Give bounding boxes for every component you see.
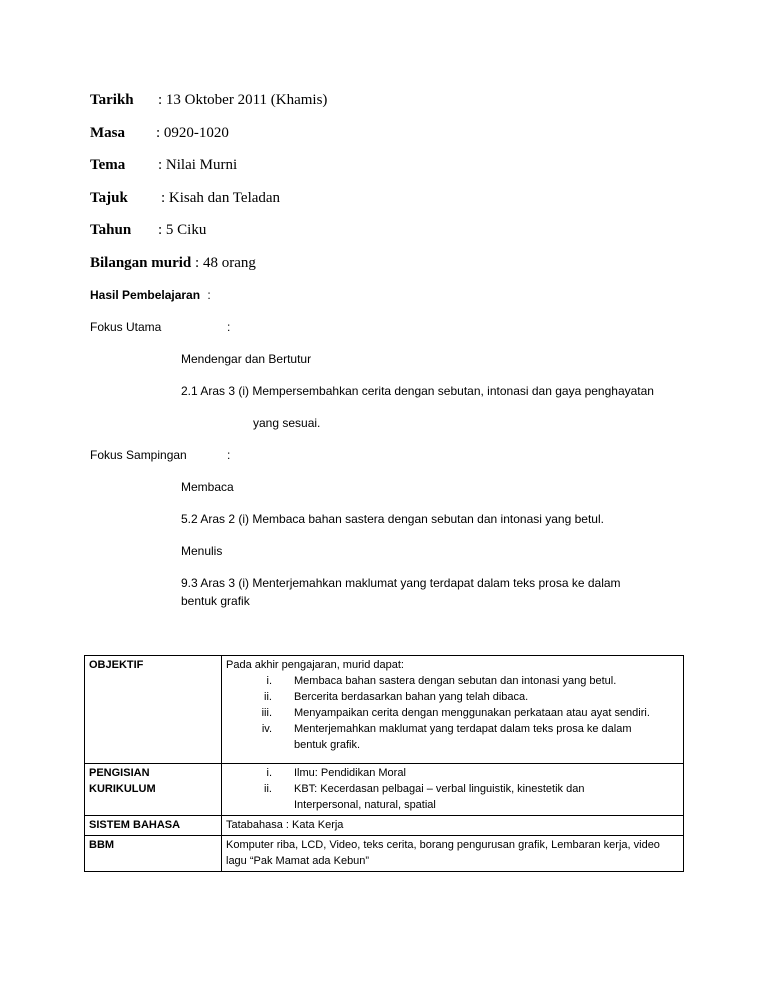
item-text: Menyampaikan cerita dengan menggunakan perkataan atau ayat sendiri. [294,707,650,719]
bilangan-label: Bilangan murid [90,255,192,271]
pengisian-label-line2: KURIKULUM [89,783,156,795]
item-number: ii. [264,783,272,795]
objektif-row [85,656,684,764]
lesson-plan-table [84,655,684,872]
item-number: i. [266,767,272,779]
item-text: KBT: Kecerdasan pelbagai – verbal linguistik, kinestetik dan Interpersonal, natural, spatial [294,783,585,811]
objektif-item [226,673,678,689]
fokus-utama-standard-line2: yang sesuai. [253,416,321,430]
tarikh-value: : 13 Oktober 2011 (Khamis) [158,92,328,108]
fokus-sampingan-standard-menulis-line2: bentuk grafik [181,594,250,608]
tajuk-row [90,190,280,207]
pengisian-label [85,764,222,816]
tajuk-label: Tajuk [90,190,128,206]
tahun-label: Tahun [90,222,132,238]
masa-value: : 0920-1020 [156,125,229,141]
pengisian-item [226,765,678,781]
pengisian-label-line1: PENGISIAN [89,767,150,779]
item-number: iii. [261,707,272,719]
item-number: iv. [261,723,272,735]
objektif-intro: Pada akhir pengajaran, murid dapat: [226,659,404,671]
tahun-row [90,222,206,239]
masa-row [90,125,229,142]
bilangan-value: : 48 orang [191,255,256,271]
sistem-bahasa-value: Tatabahasa : Kata Kerja [222,816,684,836]
masa-label: Masa [90,125,125,141]
sistem-bahasa-label: SISTEM BAHASA [85,816,222,836]
fokus-utama-label: Fokus Utama [90,320,162,334]
item-text: Bercerita berdasarkan bahan yang telah dibaca. [294,691,529,703]
fokus-utama-colon: : [227,320,231,334]
fokus-sampingan-colon: : [227,448,231,462]
hasil-colon: : [207,288,211,302]
tema-label: Tema [90,157,126,173]
pengisian-list [226,765,678,813]
objektif-item [226,705,678,721]
tajuk-value: : Kisah dan Teladan [161,190,281,206]
item-number: i. [266,675,272,687]
tema-row [90,157,237,174]
sistem-bahasa-row [85,816,684,836]
fokus-sampingan-skill-membaca: Membaca [181,480,234,494]
tahun-value: : 5 Ciku [158,222,207,238]
pengisian-content [222,764,684,816]
fokus-sampingan-standard-membaca: 5.2 Aras 2 (i) Membaca bahan sastera dengan sebutan dan intonasi yang betul. [181,512,604,526]
bbm-value: Komputer riba, LCD, Video, teks cerita, borang pengurusan grafik, Lembaran kerja, video lagu “Pak Mamat ada Kebun” [222,836,684,872]
item-text: Ilmu: Pendidikan Moral [294,767,406,779]
fokus-sampingan-standard-menulis-line1: 9.3 Aras 3 (i) Menterjemahkan maklumat yang terdapat dalam teks prosa ke dalam [181,576,621,590]
fokus-sampingan-skill-menulis: Menulis [181,544,223,558]
hasil-label: Hasil Pembelajaran [90,288,201,302]
tema-value: : Nilai Murni [158,157,238,173]
item-number: ii. [264,691,272,703]
objektif-item [226,689,678,705]
objektif-label: OBJEKTIF [85,656,222,764]
tarikh-row [90,92,327,109]
fokus-utama-skill: Mendengar dan Bertutur [181,352,312,366]
bilangan-row [90,255,256,272]
pengisian-item [226,781,678,813]
bbm-label: BBM [85,836,222,872]
item-text: Menterjemahkan maklumat yang terdapat dalam teks prosa ke dalam bentuk grafik. [294,723,632,751]
item-text: Membaca bahan sastera dengan sebutan dan intonasi yang betul. [294,675,617,687]
fokus-utama-standard-line1: 2.1 Aras 3 (i) Mempersembahkan cerita dengan sebutan, intonasi dan gaya penghayatan [181,384,654,398]
hasil-row [90,288,211,302]
tarikh-label: Tarikh [90,92,134,108]
pengisian-row [85,764,684,816]
fokus-sampingan-label: Fokus Sampingan [90,448,187,462]
bbm-row [85,836,684,872]
objektif-list [226,673,678,753]
objektif-content [222,656,684,764]
objektif-item [226,721,678,753]
